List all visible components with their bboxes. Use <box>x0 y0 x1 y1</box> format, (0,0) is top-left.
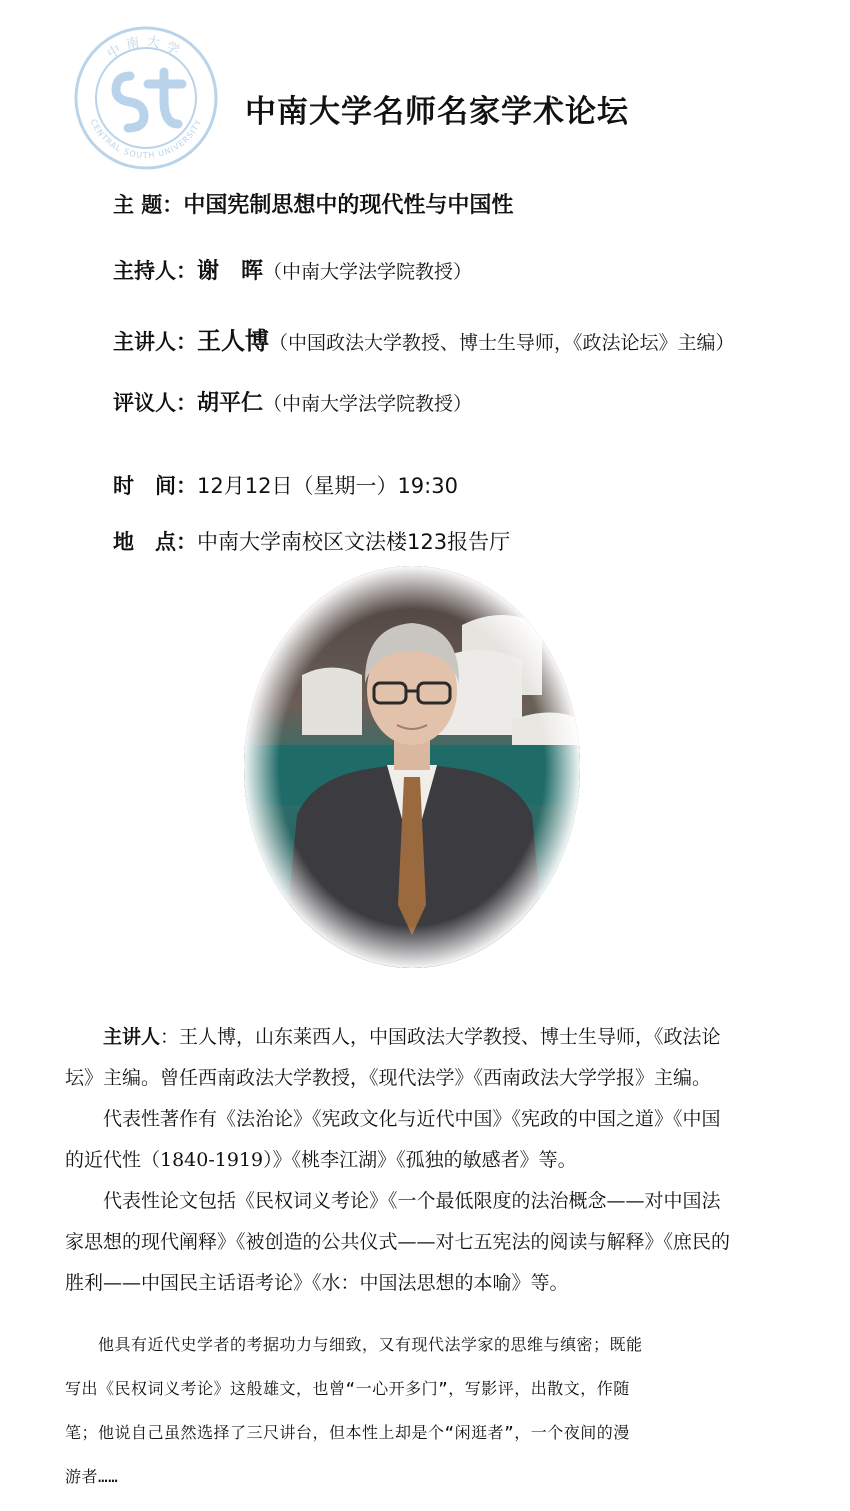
host-name: 谢 晖 <box>197 259 264 284</box>
bio-p1-line2: 坛》主编。曾任西南政法大学教授，《现代法学》《西南政法大学学报》主编。 <box>65 1067 712 1089</box>
speaker-name: 王人博 <box>197 327 269 355</box>
topic-label: 主 题： <box>113 193 184 217</box>
speaker-photo <box>242 565 582 970</box>
bio-p2-line1: 代表性著作有《法治论》《宪政文化与近代中国》《宪政的中国之道》《中国 <box>103 1108 721 1130</box>
host-note: （中南大学法学院教授） <box>263 261 473 283</box>
bio-p3-line3: 胜利——中国民主话语考论》《水：中国法思想的本喻》等。 <box>65 1272 569 1294</box>
topic-value: 中国宪制思想中的现代性与中国性 <box>183 193 514 218</box>
bio-p1-line1: ：王人博，山东莱西人，中国政法大学教授、博士生导师，《政法论 <box>160 1026 721 1048</box>
speaker-line <box>113 321 735 356</box>
bio-closing-paragraph <box>65 1323 785 1499</box>
bio-p4-line2: 写出《民权词义考论》这般雄文，也曾“一心开多门”，写影评，出散文，作随 <box>65 1379 630 1398</box>
bio-p4-line3: 笔；他说自己虽然选择了三尺讲台，但本性上却是个“闲逛者”，一个夜间的漫 <box>65 1423 630 1442</box>
bio-p3-line2: 家思想的现代阐释》《被创造的公共仪式——对七五宪法的阅读与解释》《庶民的 <box>65 1231 731 1253</box>
bio-p4-line4: 游者…… <box>65 1467 119 1486</box>
place-line <box>113 526 510 556</box>
commentator-line <box>113 386 472 417</box>
speaker-label: 主讲人： <box>113 330 197 354</box>
time-line <box>113 470 458 500</box>
bio-speaker-label: 主讲人 <box>103 1026 161 1048</box>
commentator-note: （中南大学法学院教授） <box>263 393 473 415</box>
commentator-name: 胡平仁 <box>197 391 264 416</box>
host-line <box>113 254 472 285</box>
logo-text-bottom: CENTRAL SOUTH UNIVERSITY <box>88 117 204 161</box>
place-value: 中南大学南校区文法楼123报告厅 <box>197 530 511 554</box>
page-title: 中南大学名师名家学术论坛 <box>245 94 629 130</box>
time-value: 12月12日（星期一）19:30 <box>197 474 458 498</box>
bio-paragraph-1 <box>65 1017 785 1058</box>
place-label: 地 点： <box>113 530 197 554</box>
bio-section <box>65 1017 785 1304</box>
bio-p4-line1: 他具有近代史学者的考据功力与细致，又有现代法学家的思维与缜密；既能 <box>65 1335 643 1354</box>
svg-text:中南大学 <box>104 33 186 62</box>
time-label: 时 间： <box>113 474 197 498</box>
bio-p2-line2: 的近代性（1840-1919）》《桃李江湖》《孤独的敏感者》等。 <box>65 1149 577 1171</box>
bio-p3-line1: 代表性论文包括《民权词义考论》《一个最低限度的法治概念——对中国法 <box>103 1190 721 1212</box>
university-logo <box>72 24 220 172</box>
host-label: 主持人： <box>113 259 197 283</box>
logo-text-top: 中南大学 <box>105 34 187 63</box>
speaker-note: （中国政法大学教授、博士生导师，《政法论坛》主编） <box>269 332 735 354</box>
commentator-label: 评议人： <box>113 391 197 415</box>
topic-line <box>113 188 513 219</box>
